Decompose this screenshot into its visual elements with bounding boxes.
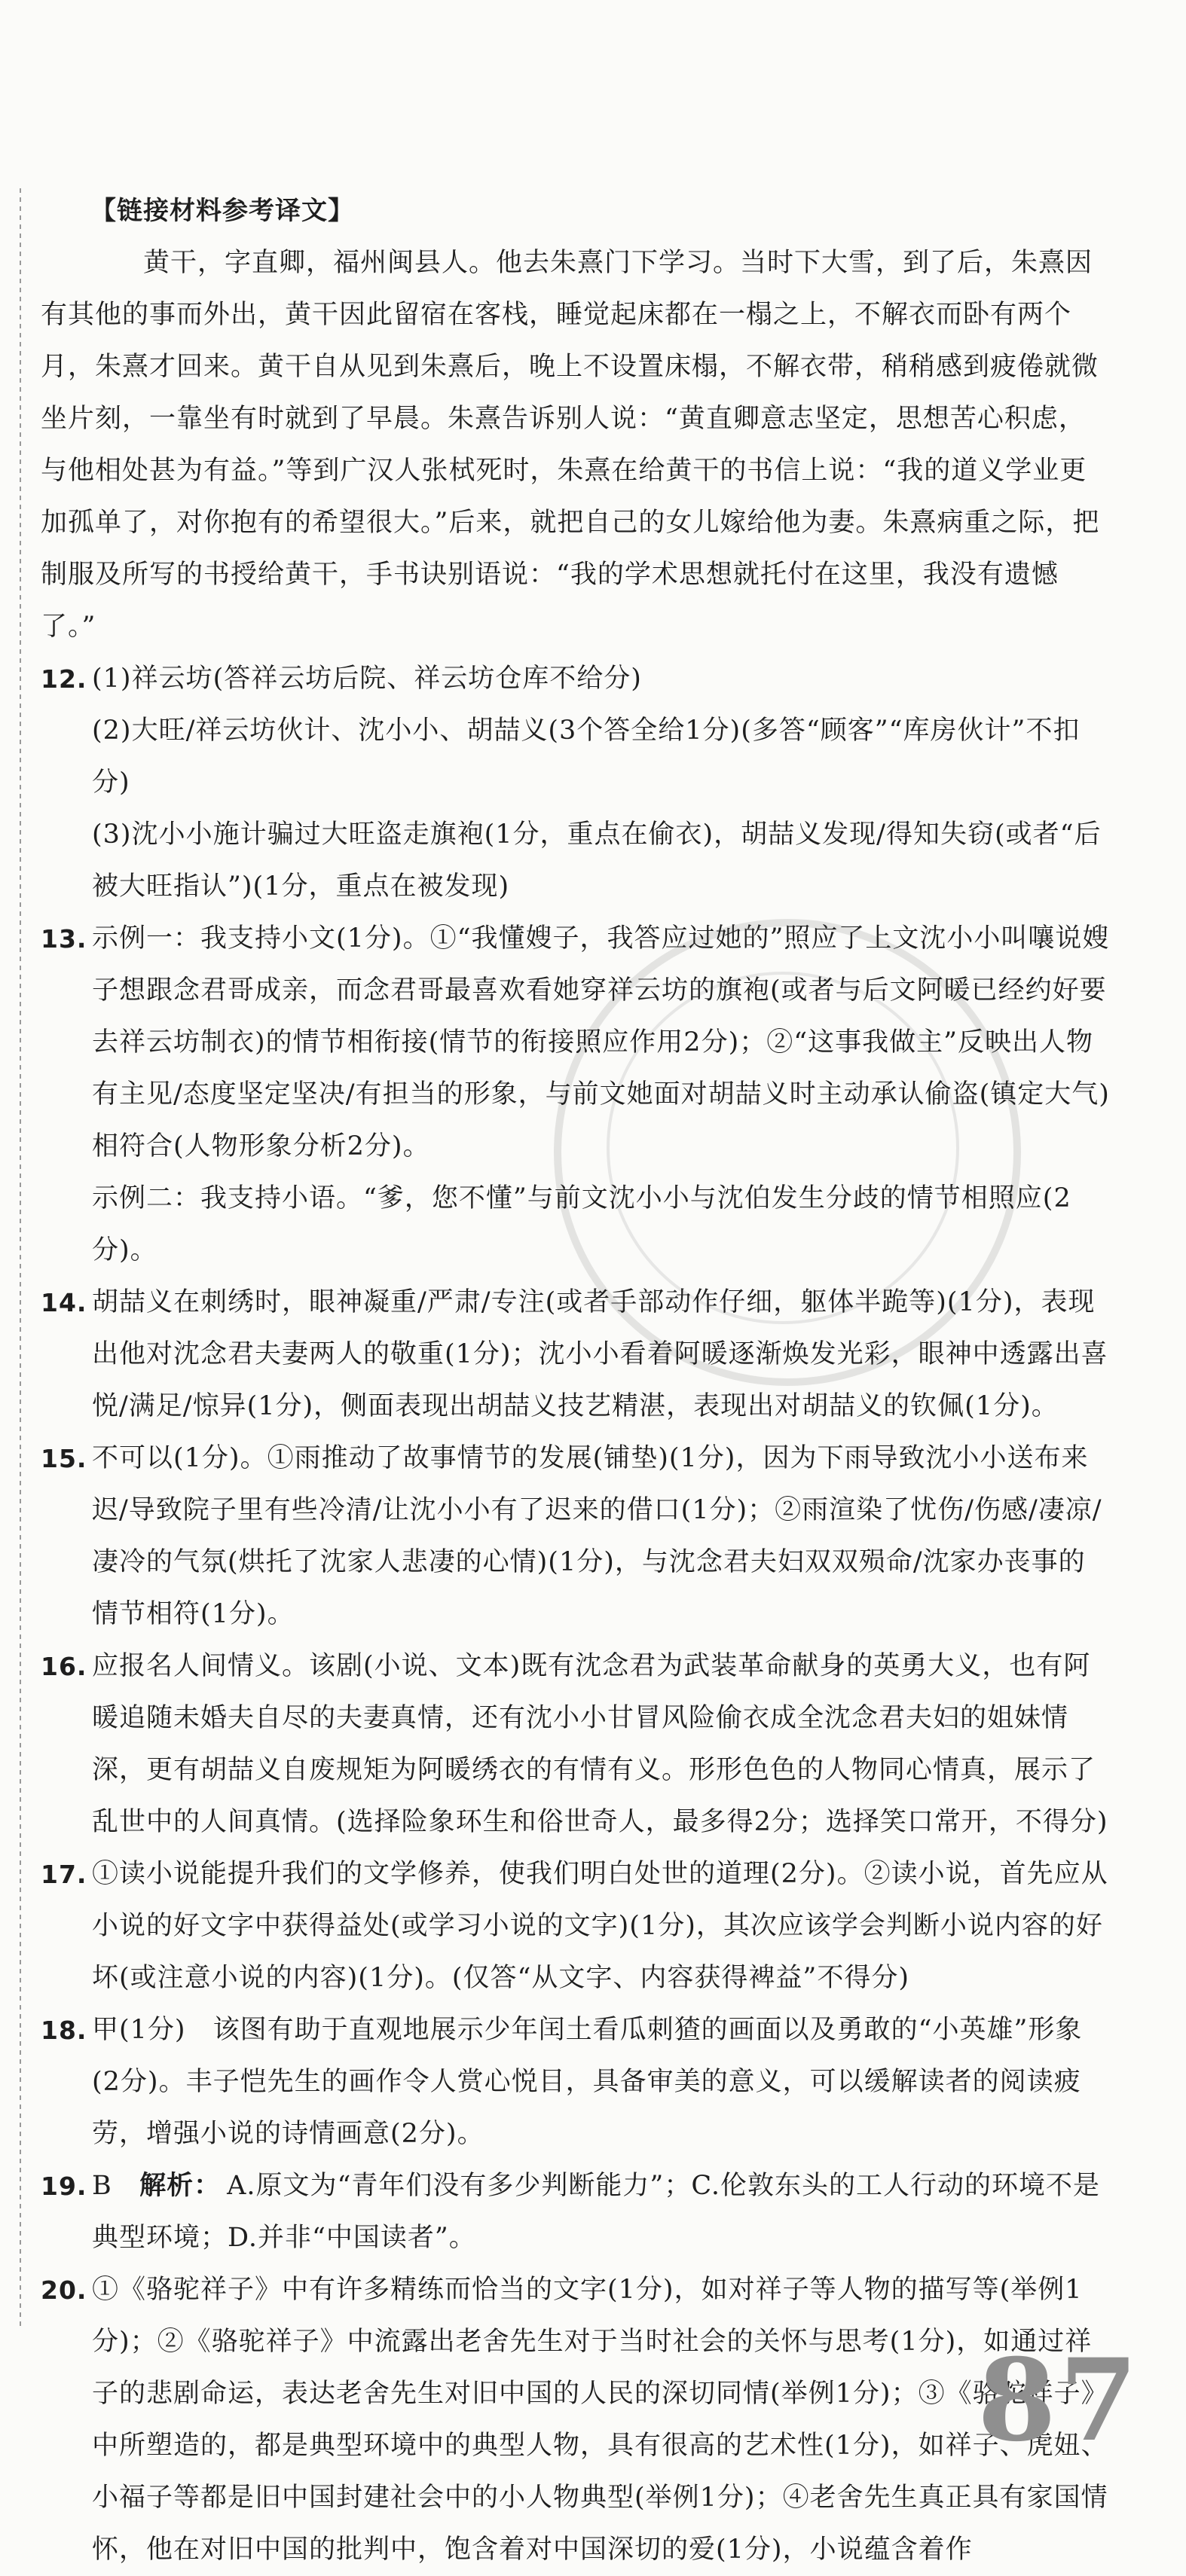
section-title: 【链接材料参考译文】 [90, 196, 354, 226]
answer-line: (3)沈小小施计骗过大旺盗走旗袍(1分，重点在偷衣)，胡喆义发现/得知失窃(或者“后被大旺指认”)(1分，重点在被发现) [92, 819, 1102, 902]
answer-line: (1)祥云坊(答祥云坊后院、祥云坊仓库不给分) [92, 664, 642, 694]
analysis-text: A.原文为“青年们没有多少判断能力”；C.伦敦东头的工人行动的环境不是典型环境；D.并非“中国读者”。 [92, 2171, 1100, 2253]
answer-number: 13. [41, 924, 87, 954]
page-content [41, 185, 1111, 2576]
answer-line: 示例一：我支持小文(1分)。①“我懂嫂子，我答应过她的”照应了上文沈小小叫嚷说嫂子想跟念君哥成亲，而念君哥最喜欢看她穿祥云坊的旗袍(或者与后文阿暖已经约好要去祥云坊制衣)的情节相衔接(情节的衔接照应作用2分)；②“这事我做主”反映出人物有主见/态度坚定坚决/有担当的形象，与前文她面对胡喆义时主动承认偷盗(镇定大气)相符合(人物形象分析2分)。 [92, 923, 1110, 1161]
answer-number: 20. [41, 2275, 87, 2305]
answer-letter: B [92, 2171, 112, 2201]
answer-number: 19. [41, 2172, 87, 2201]
answer-number: 17. [41, 1860, 87, 1889]
answer-line: 胡喆义在刺绣时，眼神凝重/严肃/专注(或者手部动作仔细，躯体半跪等)(1分)，表现出他对沈念君夫妻两人的敬重(1分)；沈小小看着阿暖逐渐焕发光彩，眼神中透露出喜悦/满足/惊异(1分)，侧面表现出胡喆义技艺精湛，表现出对胡喆义的钦佩(1分)。 [92, 1287, 1108, 1421]
answer-15 [41, 1433, 1111, 1641]
answer-line: (2)大旺/祥云坊伙计、沈小小、胡喆义(3个答全给1分)(多答“顾客”“库房伙计”不扣分) [92, 716, 1081, 798]
answer-line: 甲(1分) 该图有助于直观地展示少年闰土看瓜刺猹的画面以及勇敢的“小英雄”形象(2分)。丰子恺先生的画作令人赏心悦目，具备审美的意义，可以缓解读者的阅读疲劳，增强小说的诗情画意(2分)。 [92, 2015, 1083, 2149]
answer-line: ①《骆驼祥子》中有许多精练而恰当的文字(1分)，如对祥子等人物的描写等(举例1分)；②《骆驼祥子》中流露出老舍先生对于当时社会的关怀与思考(1分)，如通过祥子的悲剧命运，表达老舍先生对旧中国的人民的深切同情(举例1分)；③《骆驼祥子》中所塑造的，都是典型环境中的典型人物，具有很高的艺术性(1分)，如祥子、虎妞、小福子等都是旧中国封建社会中的小人物典型(举例1分)；④老舍先生真正具有家国情怀，他在对旧中国的批判中，饱含着对中国深切的爱(1分)，小说蕴含着作 [92, 2275, 1108, 2565]
answer-number: 15. [41, 1444, 87, 1473]
answer-line: 不可以(1分)。①雨推动了故事情节的发展(铺垫)(1分)，因为下雨导致沈小小送布来迟/导致院子里有些冷清/让沈小小有了迟来的借口(1分)；②雨渲染了忧伤/伤感/凄凉/凄冷的气氛(烘托了沈家人悲凄的心情)(1分)，与沈念君夫妇双双殒命/沈家办丧事的情节相符(1分)。 [92, 1443, 1102, 1629]
translation-paragraph: 黄干，字直卿，福州闽县人。他去朱熹门下学习。当时下大雪，到了后，朱熹因有其他的事而外出，黄干因此留宿在客栈，睡觉起床都在一榻之上，不解衣而卧有两个月，朱熹才回来。黄干自从见到朱熹后，晚上不设置床榻，不解衣带，稍稍感到疲倦就微坐片刻，一靠坐有时就到了早晨。朱熹告诉别人说：“黄直卿意志坚定，思想苦心积虑，与他相处甚为有益。”等到广汉人张栻死时，朱熹在给黄干的书信上说：“我的道义学业更加孤单了，对你抱有的希望很大。”后来，就把自己的女儿嫁给他为妻。朱熹病重之际，把制服及所写的书授给黄干，手书诀别语说：“我的学术思想就托付在这里，我没有遗憾了。” [41, 248, 1100, 642]
answer-line: 示例二：我支持小语。“爹，您不懂”与前文沈小小与沈伯发生分歧的情节相照应(2分)。 [92, 1183, 1071, 1265]
answer-number: 18. [41, 2016, 87, 2045]
answer-number: 12. [41, 664, 87, 694]
answer-line-19 [92, 2160, 1111, 2264]
answer-number: 14. [41, 1288, 87, 1317]
margin-dashed-rule [20, 188, 21, 2327]
answer-14 [41, 1277, 1111, 1433]
answer-12 [41, 653, 1111, 913]
answer-line: 应报名人间情义。该剧(小说、文本)既有沈念君为武装革命献身的英勇大义，也有阿暖追随未婚夫自尽的夫妻真情，还有沈小小甘冒风险偷衣成全沈念君夫妇的姐妹情深，更有胡喆义自废规矩为阿暖绣衣的有情有义。形形色色的人物同心情真，展示了乱世中的人间真情。(选择险象环生和俗世奇人，最多得2分；选择笑口常开，不得分) [92, 1651, 1108, 1837]
answer-16 [41, 1641, 1111, 1848]
page-number: 87 [977, 2334, 1141, 2467]
answer-number: 16. [41, 1652, 87, 1681]
answer-line: ①读小说能提升我们的文学修养，使我们明白处世的道理(2分)。②读小说，首先应从小说的好文字中获得益处(或学习小说的文字)(1分)，其次应该学会判断小说内容的好坏(或注意小说的内容)(1分)。(仅答“从文字、内容获得裨益”不得分) [92, 1859, 1108, 1993]
answer-20 [41, 2264, 1111, 2576]
answer-13 [41, 913, 1111, 1277]
answer-18 [41, 2004, 1111, 2160]
answer-19 [41, 2160, 1111, 2264]
answer-17 [41, 1848, 1111, 2004]
analysis-label: 解析： [139, 2171, 222, 2201]
